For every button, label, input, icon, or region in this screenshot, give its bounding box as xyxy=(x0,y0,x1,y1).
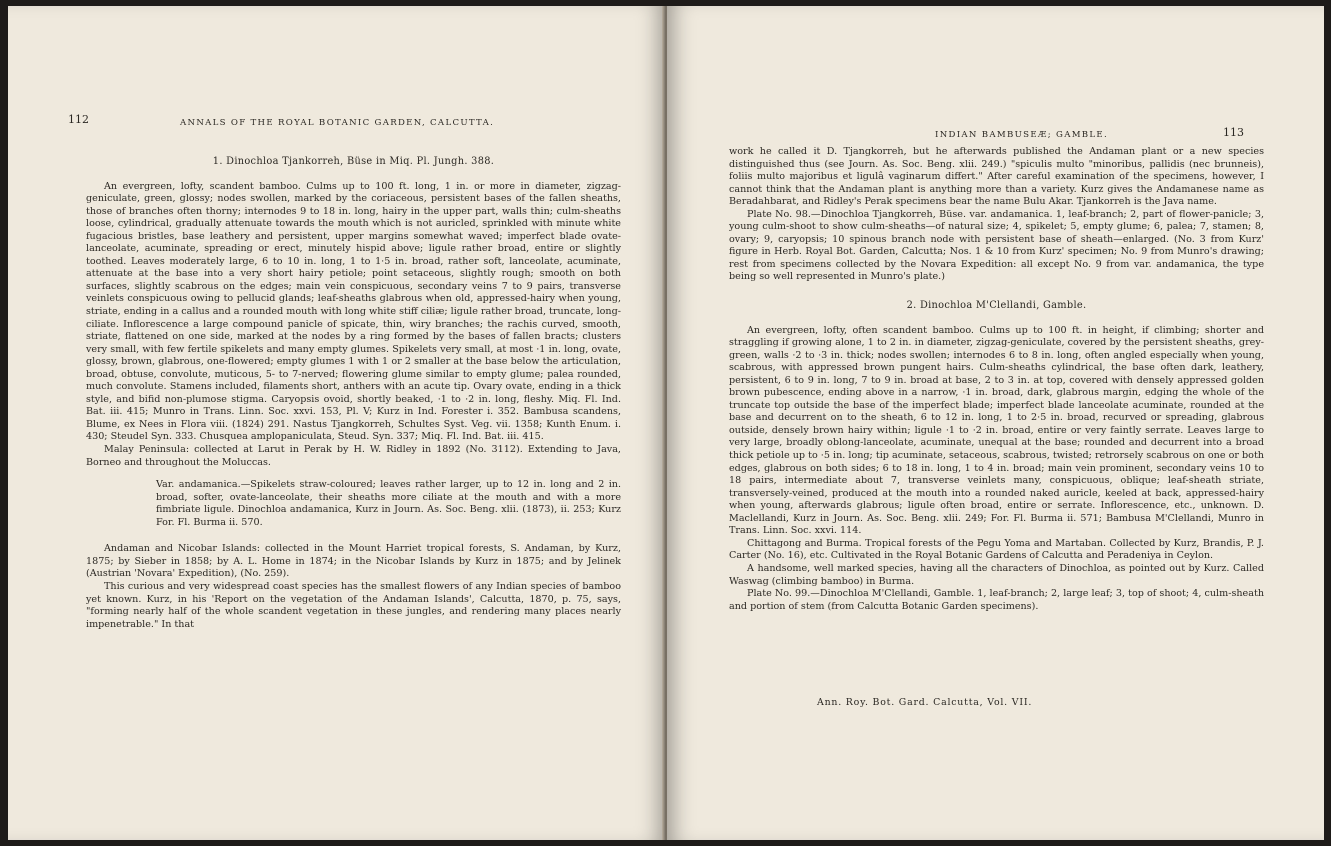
plate-caption: Plate No. 99.—Dinochloa M'Clellandi, Gamble. 1, leaf-branch; 2, large leaf; 3, top of shoot; 4, culm-sheath and portion of stem (from Calcutta Botanic Garden specimens). xyxy=(729,588,1264,612)
left-page xyxy=(8,6,665,840)
running-head: INDIAN BAMBUSEÆ; GAMBLE. xyxy=(935,130,1109,140)
continued-paragraph: work he called it D. Tjangkorreh, but he afterwards published the Andaman plant or a new species distinguished thus (see Journ. As. Soc. Beng. xlii. 249.) "spiculis multo "minoribus, pallidis (nec brunneis), foliis multo majoribus et ligulâ vaginarum differt." After careful examination of the specimens, however, I cannot think that the Andaman plant is anything more than a variety. Kurz gives the Andamanese name as Beradahbarat, and Ridley's Perak specimens bear the name Bulu Akar. Tjankorreh is the Java name. xyxy=(729,146,1264,208)
plate-caption: Plate No. 98.—Dinochloa Tjangkorreh, Büse. var. andamanica. 1, leaf-branch; 2, part of flower-panicle; 3, young culm-shoot to show culm-sheaths—of natural size; 4, spikelet; 5, empty glume; 6, palea; 7, stamen; 8, ovary; 9, caryopsis; 10 spinous branch node with persistent base of sheath—enlarged. (No. 3 from Kurz' figure in Herb. Royal Bot. Garden, Calcutta; Nos. 1 & 10 from Kurz' specimen; No. 9 from Munro's drawing; rest from specimens collected by the Novara Expedition: all except No. 9 from var. andamanica, the type being so well represented in Munro's plate.) xyxy=(729,208,1264,283)
distribution-paragraph: Andaman and Nicobar Islands: collected in the Mount Harriet tropical forests, S. Andaman, by Kurz, 1875; by Sieber in 1858; by A. L. Home in 1874; in the Nicobar Islands by Kurz in 1875; and by Jelinek (Austrian 'Novara' Expedition), (No. 259). xyxy=(86,543,621,580)
right-page xyxy=(667,6,1324,840)
species-heading: 1. Dinochloa Tjankorreh, Büse in Miq. Pl. Jungh. 388. xyxy=(212,156,495,167)
note-paragraph: A handsome, well marked species, having all the characters of Dinochloa, as pointed out by Kurz. Called Waswag (climbing bamboo) in Burma. xyxy=(729,562,1264,587)
right-text-column xyxy=(729,146,1264,613)
page-number: 113 xyxy=(1223,126,1244,139)
page-footer: Ann. Roy. Bot. Gard. Calcutta, Vol. VII. xyxy=(817,697,1033,708)
description-paragraph: An evergreen, lofty, often scandent bamboo. Culms up to 100 ft. in height, if climbing; shorter and straggling if growing alone, 1 to 2 in. in diameter, zigzag-geniculate, covered by the persistent sheaths, grey-green, walls ·2 to ·3 in. thick; nodes swollen; internodes 6 to 8 in. long, often angled especially when young, scabrous, with appressed brown pungent hairs. Culm-sheaths cylindrical, the base often dark, leathery, persistent, 6 to 9 in. long, 7 to 9 in. broad at base, 2 to 3 in. at top, covered with densely appressed golden brown pubescence, ending above in a narrow, ·1 in. broad, dark, glabrous margin, edging the whole of the truncate top outside the base of the imperfect blade; imperfect blade lanceolate acuminate, rounded at the base and decurrent on to the sheath, 6 to 12 in. long, 1 to 2·5 in. broad, recurved or spreading, glabrous outside, densely brown hairy within; ligule ·1 to ·2 in. broad, entire or very faintly serrate. Leaves large to very large, broadly oblong-lanceolate, acuminate, unequal at the base; rounded and decurrent into a broad thick petiole up to ·5 in. long; tip acuminate, setaceous, scabrous, twisted; retrorsely scabrous on one or both edges, glabrous on both sides; 6 to 18 in. long, 1 to 4 in. broad; main vein prominent, secondary veins 10 to 18 pairs, intermediate about 7, transverse veinlets many, conspicuous, oblique; leaf-sheath striate, transversely-veined, produced at the mouth into a rounded naked auricle, keeled at back, appressed-hairy when young, afterwards glabrous; ligule often broad, entire or serrate. Inflorescence, etc., unknown. D. Maclellandi, Kurz in Journ. As. Soc. Beng. xlii. 249; For. Fl. Burma ii. 571; Bambusa M'Clellandi, Munro in Trans. Linn. Soc. xxvi. 114. xyxy=(729,324,1264,537)
distribution-paragraph: Chittagong and Burma. Tropical forests of the Pegu Yoma and Martaban. Collected by Kurz, Brandis, P. J. Carter (No. 16), etc. Cultivated in the Royal Botanic Gardens of Calcutta and Peradeniya in Ceylon. xyxy=(729,537,1264,562)
description-paragraph: An evergreen, lofty, scandent bamboo. Culms up to 100 ft. long, 1 in. or more in diameter, zigzag-geniculate, green, glossy; nodes swollen, marked by the coriaceous, persistent bases of the fallen sheaths, those of branches often thorny; internodes 9 to 18 in. long, hairy in the upper part, walls thin; culm-sheaths loose, cylindrical, gradually attenuate towards the mouth which is not auricled, sprinkled with minute white fugacious bristles, base leathery and persistent, upper margins somewhat waved; imperfect blade ovate-lanceolate, acuminate, spreading or erect, minutely hispid above; ligule rather broad, entire or slightly toothed. Leaves moderately large, 6 to 10 in. long, 1 to 1·5 in. broad, rather soft, lanceolate, acuminate, attenuate at the base into a very short hairy petiole; point setaceous, slightly rough; smooth on both surfaces, slightly scabrous on the edges; main vein conspicuous, secondary veins 7 to 9 pairs, transverse veinlets conspicuous owing to pellucid glands; leaf-sheaths glabrous when old, appressed-hairy when young, striate, ending in a callus and a rounded mouth with long white stiff ciliæ; ligule rather broad, truncate, long-ciliate. Inflorescence a large compound panicle of spicate, thin, wiry branches; the rachis curved, smooth, striate, flattened on one side, marked at the nodes by a ring formed by the bases of fallen bracts; clusters very small, with few fertile spikelets and many empty glumes. Spikelets very small, at most ·1 in. long, ovate, glossy, brown, glabrous, one-flowered; empty glumes 1 with 1 or 2 smaller at the base below the articulation, broad, obtuse, convolute, muticous, 5- to 7-nerved; flowering glume similar to empty glume; palea rounded, much convolute. Stamens included, filaments short, anthers with an acute tip. Ovary ovate, ending in a thick style, and bifid non-plumose stigma. Caryopsis ovoid, shortly beaked, ·1 to ·2 in. long, fleshy. Miq. Fl. Ind. Bat. iii. 415; Munro in Trans. Linn. Soc. xxvi. 153, Pl. V; Kurz in Ind. Forester i. 352. Bambusa scandens, Blume, ex Nees in Flora viii. (1824) 291. Nastus Tjangkorreh, Schultes Syst. Veg. vii. 1358; Kunth Enum. i. 430; Steudel Syn. 333. Chusquea amplopaniculata, Steud. Syn. 337; Miq. Fl. Ind. Bat. iii. 415. xyxy=(86,180,621,443)
note-paragraph: This curious and very widespread coast species has the smallest flowers of any Indian species of bamboo yet known. Kurz, in his 'Report on the vegetation of the Andaman Islands', Calcutta, 1870, p. 75, says, "forming nearly half of the whole scandent vegetation in these jungles, and rendering many places nearly impenetrable." In that xyxy=(86,580,621,630)
running-head: ANNALS OF THE ROYAL BOTANIC GARDEN, CALCUTTA. xyxy=(180,118,495,128)
variety-paragraph: Var. andamanica.—Spikelets straw-coloured; leaves rather larger, up to 12 in. long and 2 in. broad, softer, ovate-lanceolate, their sheaths more ciliate at the mouth and with a more fimbriate ligule. Dinochloa andamanica, Kurz in Journ. As. Soc. Beng. xlii. (1873), ii. 253; Kurz For. Fl. Burma ii. 570. xyxy=(156,479,621,528)
distribution-paragraph: Malay Peninsula: collected at Larut in Perak by H. W. Ridley in 1892 (No. 3112). Extending to Java, Borneo and throughout the Moluccas. xyxy=(86,444,621,468)
page-number: 112 xyxy=(68,113,89,126)
left-text-column xyxy=(86,146,621,631)
species-heading: 2. Dinochloa M'Clellandi, Gamble. xyxy=(906,300,1087,312)
